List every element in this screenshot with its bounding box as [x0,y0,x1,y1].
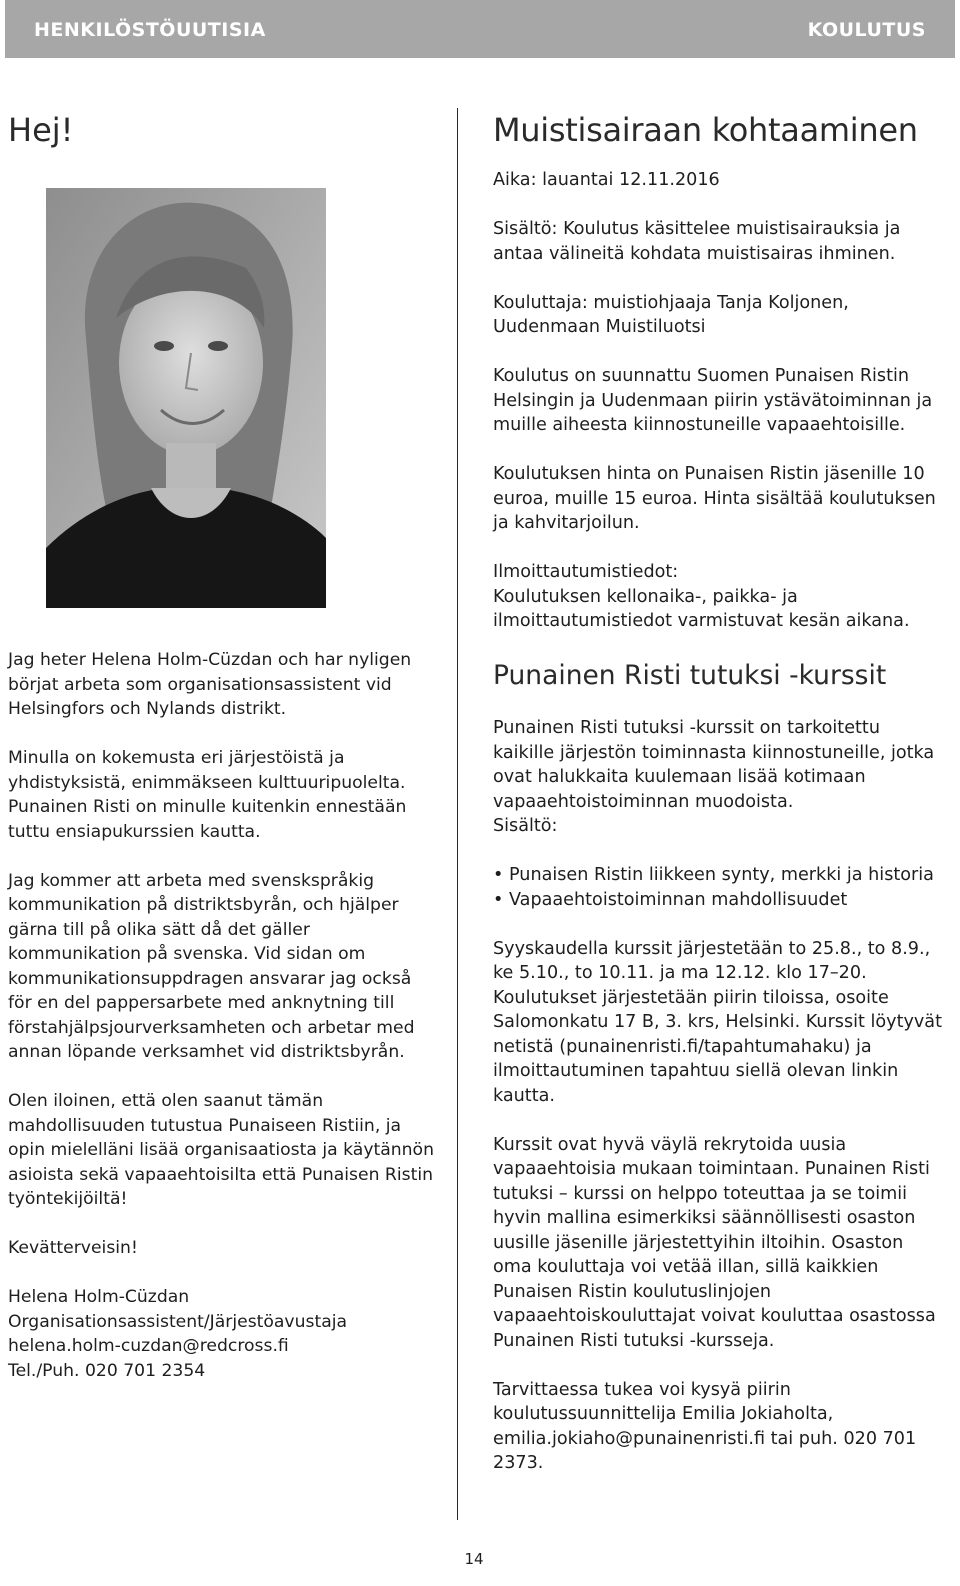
course-trainer [493,291,945,340]
portrait-photo [46,188,326,608]
registration-label: Ilmoittautumistiedot: [493,562,679,582]
course-content-label: Sisältö: [493,816,558,836]
trainer-line-2: Uudenmaan Muistiluotsi [493,317,706,337]
course-price: Koulutuksen hinta on Punaisen Ristin jäsenille 10 euroa, muille 15 euroa. Hinta sisältää koulutuksen ja kahvitarjoilun. [493,464,936,533]
signature-block [8,1285,440,1383]
course-schedule: Syyskaudella kurssit järjestetään to 25.8., to 8.9., ke 5.10., to 10.11. ja ma 12.12. klo 17–20. Koulutukset järjestetään piirin tiloissa, osoite Salomonkatu 17 B, 3. krs, Helsinki. Kurssit löytyvät netistä (punainenristi.fi/tapahtumahaku) ja ilmoittautuminen tapahtuu siellä olevan linkin kautta. [493,938,942,1106]
right-title: Muistisairaan kohtaaminen [493,111,918,149]
course-intro-text: Punainen Risti tutuksi -kurssit on tarkoitettu kaikille järjestön toiminnasta kiinnostuneille, jotka ovat halukkaita kuulemaan lisää kotimaan vapaaehtoistoiminnan muodoista. [493,718,935,812]
left-title: Hej! [8,111,74,149]
list-item: • Punaisen Ristin liikkeen synty, merkki ja historia [493,863,945,888]
section-label: HENKILÖSTÖUUTISIA [34,19,266,41]
signature-name: Helena Holm-Cüzdan [8,1287,190,1307]
column-divider [457,108,458,1520]
signature-email[interactable]: helena.holm-cuzdan@redcross.fi [8,1336,289,1356]
signature-role: Organisationsassistent/Järjestöavustaja [8,1311,348,1332]
signature-phone: Tel./Puh. 020 701 2354 [8,1360,206,1381]
experience-paragraph: Minulla on kokemusta eri järjestöistä ja yhdistyksistä, enimmäkseen kulttuuripuolelta. Punainen Risti on minulle kuitenkin ennestään tuttu ensiapukurssien kautta. [8,748,407,842]
course-registration [493,560,945,634]
course-intro [493,716,945,839]
course-time: Aika: lauantai 12.11.2016 [493,170,720,190]
course-subtitle: Punainen Risti tutuksi -kurssit [493,660,887,691]
course-contact: Tarvittaessa tukea voi kysyä piirin koulutussuunnittelija Emilia Jokiaholta, emilia.jokiaho@punainenristi.fi tai puh. 020 701 2373. [493,1379,917,1473]
page-number: 14 [464,1550,484,1568]
course-recruit: Kurssit ovat hyvä väylä rekrytoida uusia vapaaehtoisia mukaan toimintaan. Punainen Risti tutuksi – kurssi on helppo toteuttaa ja se toimii hyvin mallina esimerkiksi säännöllisesti osaston uusille jäsenille järjestettyihin iltoihin. Osaston oma kouluttaja voi vetää illan, sillä kaikkien Punaisen Ristin koulutuslinjojen vapaaehtoiskouluttajat voivat kouluttaa osastossa Punainen Risti tutuksi -kursseja. [493,1134,936,1351]
role-paragraph: Jag kommer att arbeta med svenskspråkig kommunikation på distriktsbyrån, och hjälper gärna till på olika sätt då det gäller kommunikation på svenska. Vid sidan om kommunikationsuppdragen ansvarar jag också för en del pappersarbete med anknytning till förstahjälpsjourverksamheten och arbetar med annan löpande verksamhet vid distriktsbyrån. [8,870,415,1062]
closing-line: Kevätterveisin! [8,1238,138,1258]
category-label: KOULUTUS [807,19,926,41]
course-content: Sisältö: Koulutus käsittelee muistisairauksia ja antaa välineitä kohdata muistisairas ihminen. [493,219,901,264]
course-audience: Koulutus on suunnattu Suomen Punaisen Ristin Helsingin ja Uudenmaan piirin ystävätoiminnan ja muille aiheesta kiinnostuneille vapaaehtoisille. [493,366,933,435]
page-header [5,0,955,58]
greeting-paragraph: Olen iloinen, että olen saanut tämän mahdollisuuden tutustua Punaiseen Ristiin, ja opin mielelläni lisää organisaatiosta ja käytännön asioista sekä vapaaehtoisilta että Punaisen Ristin työntekijöiltä! [8,1091,434,1209]
right-column [493,108,945,1500]
trainer-line-1: Kouluttaja: muistiohjaaja Tanja Koljonen, [493,292,849,313]
list-item: • Vapaaehtoistoiminnan mahdollisuudet [493,888,945,913]
intro-paragraph: Jag heter Helena Holm-Cüzdan och har nyligen börjat arbeta som organisationsassistent vid Helsingfors och Nylands distrikt. [8,650,412,719]
left-column [8,108,440,1408]
content-list [493,863,945,912]
registration-text: Koulutuksen kellonaika-, paikka- ja ilmoittautumistiedot varmistuvat kesän aikana. [493,586,910,631]
